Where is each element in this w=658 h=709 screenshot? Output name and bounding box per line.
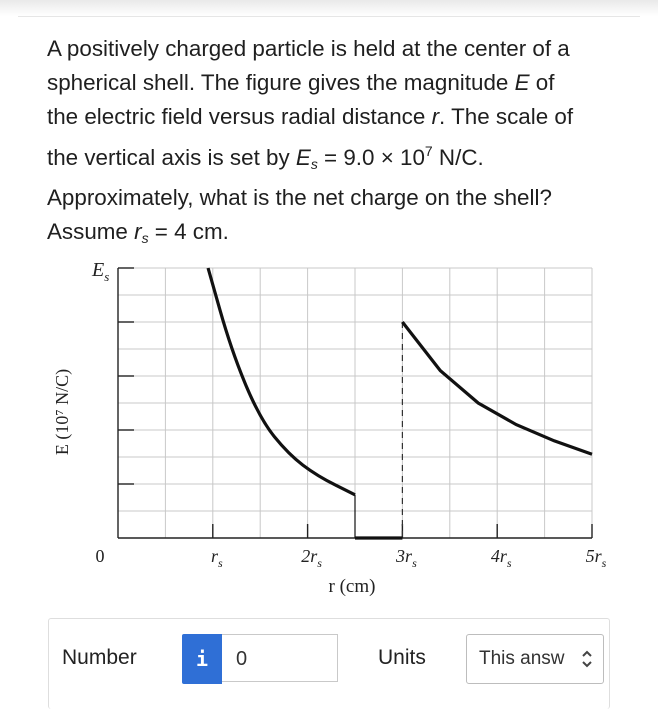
chevron-updown-icon [581, 635, 593, 684]
question-line-4: the vertical axis is set by $E_s = 9.0 \times 10^7$ N/C. [47, 143, 484, 172]
electric-field-figure [40, 252, 620, 602]
question-line-1: A positively charged particle is held at the center of a [47, 36, 570, 61]
x-tick-label: $2r_s$ [301, 546, 322, 570]
info-icon: i [195, 647, 209, 671]
info-button[interactable] [182, 634, 222, 684]
x-tick-labels [96, 546, 607, 570]
units-select[interactable] [466, 634, 604, 684]
number-label: Number [62, 646, 137, 669]
top-shadow [0, 0, 658, 16]
units-label: Units [378, 646, 426, 669]
field-chart [40, 252, 620, 602]
es-axis-label: $E_s$ [92, 259, 110, 284]
number-input[interactable]: 0 [222, 634, 338, 682]
question-line-6: Assume $r_s = 4$ cm. [47, 219, 229, 246]
y-axis-label: E (10⁷ N/C) [52, 368, 72, 456]
units-selected-value: This answ [479, 648, 565, 669]
x-tick-label: $3r_s$ [396, 546, 417, 570]
x-tick-label: $5r_s$ [585, 546, 607, 570]
x-tick-label: $r_s$ [210, 546, 223, 570]
curve-inner [208, 268, 355, 495]
x-tick-label: $4r_s$ [490, 546, 512, 570]
question-text [47, 32, 617, 255]
question-line-2: spherical shell. The figure gives the magnitude E of [47, 70, 555, 95]
x-tick-label: 0 [95, 546, 105, 566]
x-axis-label: r (cm) [328, 576, 376, 597]
question-line-5: Approximately, what is the net charge on the shell? [47, 185, 552, 210]
question-line-3: the electric field versus radial distance r. The scale of [47, 104, 574, 129]
